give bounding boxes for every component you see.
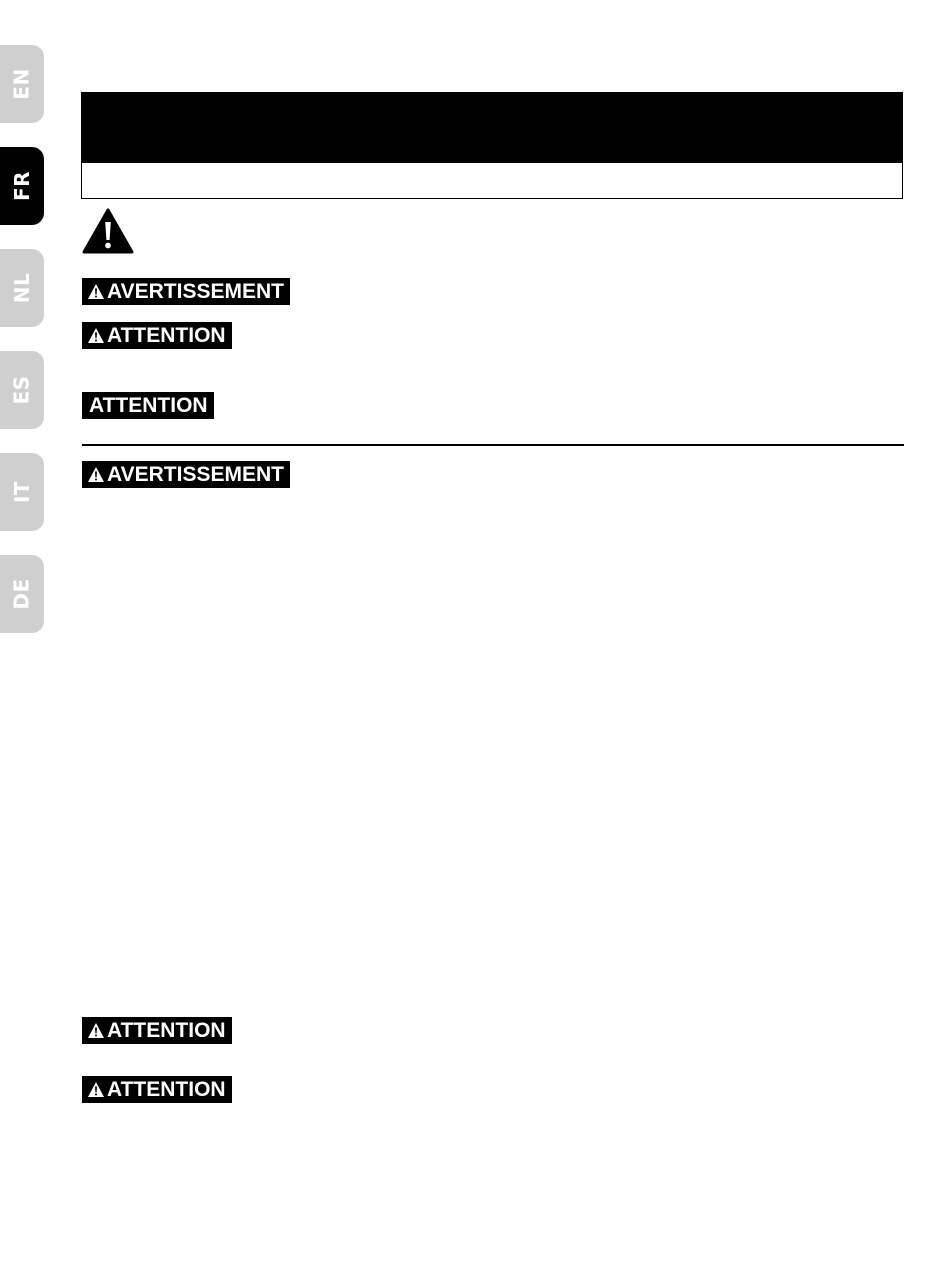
warning-triangle-icon	[87, 466, 105, 483]
caution-label-attention-3	[82, 1076, 232, 1103]
tab-fr-label: FR	[10, 170, 34, 202]
warning-triangle-icon	[87, 283, 105, 300]
warning-label-text: AVERTISSEMENT	[107, 280, 284, 303]
tab-es[interactable]	[0, 351, 44, 429]
warning-triangle-icon	[87, 327, 105, 344]
tab-en-label: EN	[10, 68, 34, 100]
warning-triangle-icon	[87, 1022, 105, 1039]
warning-triangle-icon	[87, 1081, 105, 1098]
warning-label-avertissement	[82, 278, 290, 305]
caution-label-attention	[82, 322, 232, 349]
tab-en[interactable]	[0, 45, 44, 123]
caution-label-text: ATTENTION	[107, 1078, 226, 1101]
tab-nl[interactable]	[0, 249, 44, 327]
tab-it[interactable]	[0, 453, 44, 531]
tab-es-label: ES	[9, 375, 34, 405]
caution-label-text: ATTENTION	[107, 324, 226, 347]
tab-fr[interactable]	[0, 147, 44, 225]
caution-label-text: ATTENTION	[107, 1019, 226, 1042]
section-divider	[82, 444, 904, 446]
safety-alert-icon	[82, 208, 134, 254]
notice-label-text: ATTENTION	[89, 394, 208, 417]
notice-label-attention	[82, 392, 214, 419]
tab-nl-label: NL	[9, 272, 34, 304]
tab-it-label: IT	[10, 480, 34, 504]
section-header-box	[81, 92, 903, 199]
warning-label-avertissement-2	[82, 461, 290, 488]
warning-label-text: AVERTISSEMENT	[107, 463, 284, 486]
caution-label-attention-2	[82, 1017, 232, 1044]
section-header-bar	[82, 93, 902, 163]
tab-de-label: DE	[9, 578, 34, 610]
tab-de[interactable]	[0, 555, 44, 633]
